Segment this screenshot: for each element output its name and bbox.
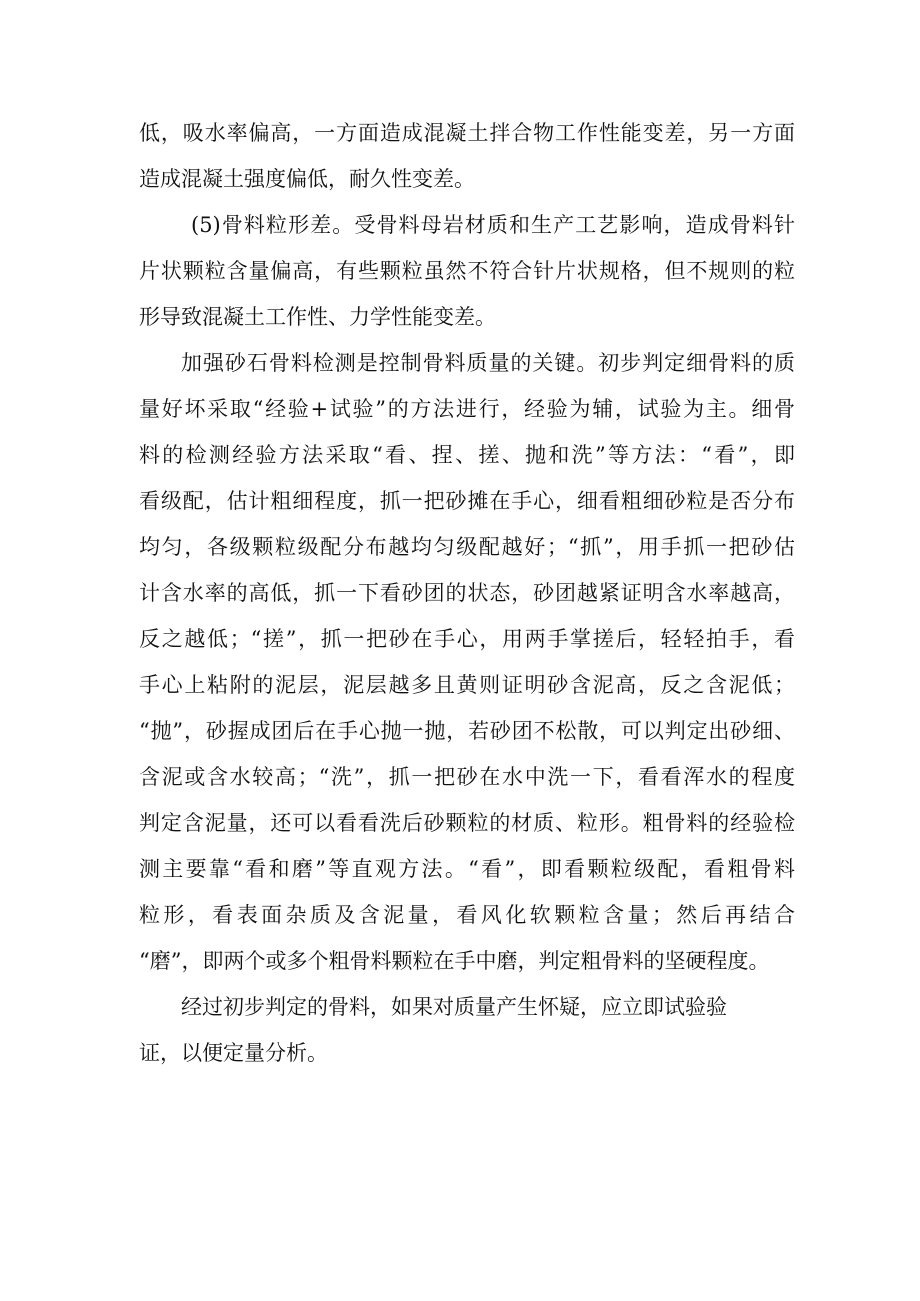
paragraph-p4 [139, 984, 795, 1076]
text-line: 测主要靠“看和磨”等直观方法。“看”，即看颗粒级配，看粗骨料 [139, 857, 795, 881]
text-line: “抛”，砂握成团后在手心抛一抛，若砂团不松散，可以判定出砂细、 [139, 719, 795, 743]
text-line: 形导致混凝土工作性、力学性能变差。 [139, 305, 496, 329]
body-text [139, 110, 795, 1076]
text-line: 反之越低；“搓”，抓一把砂在手心，用两手掌搓后，轻轻拍手，看 [139, 627, 795, 651]
text-line: 粒形，看表面杂质及含泥量，看风化软颗粒含量；然后再结合 [139, 903, 795, 927]
text-line: 加强砂石骨料检测是控制骨料质量的关键。初步判定细骨料的质 [181, 351, 795, 375]
text-line: 低，吸水率偏高，一方面造成混凝土拌合物工作性能变差，另一方面 [139, 121, 795, 145]
text-line: 料的检测经验方法采取“看、捏、搓、抛和洗”等方法：“看”，即 [139, 443, 795, 467]
paragraph-p3 [139, 340, 795, 984]
text-line: 看级配，估计粗细程度，抓一把砂摊在手心，细看粗细砂粒是否分布 [139, 489, 795, 513]
text-line: 经过初步判定的骨料，如果对质量产生怀疑，应立即试验验 [181, 995, 727, 1019]
text-line: 均匀，各级颗粒级配分布越均匀级配越好；“抓”，用手抓一把砂估 [139, 535, 795, 559]
paragraph-p1 [139, 110, 795, 202]
text-line: 计含水率的高低，抓一下看砂团的状态，砂团越紧证明含水率越高， [139, 581, 795, 605]
text-line: 手心上粘附的泥层，泥层越多且黄则证明砂含泥高，反之含泥低； [139, 673, 795, 697]
paragraph-p2 [139, 202, 795, 340]
text-line: (5)骨料粒形差。受骨料母岩材质和生产工艺影响，造成骨料针 [191, 213, 795, 237]
text-line: 判定含泥量，还可以看看洗后砂颗粒的材质、粒形。粗骨料的经验检 [139, 811, 795, 835]
text-line: 造成混凝土强度偏低，耐久性变差。 [139, 167, 475, 191]
text-line: “磨”，即两个或多个粗骨料颗粒在手中磨，判定粗骨料的坚硬程度。 [139, 949, 770, 973]
text-line: 片状颗粒含量偏高，有些颗粒虽然不符合针片状规格，但不规则的粒 [139, 259, 795, 283]
text-line: 量好坏采取“经验+试验”的方法进行，经验为辅，试验为主。细骨 [139, 397, 795, 421]
text-line: 含泥或含水较高；“洗”，抓一把砂在水中洗一下，看看浑水的程度 [139, 765, 795, 789]
text-line: 证，以便定量分析。 [139, 1041, 328, 1065]
